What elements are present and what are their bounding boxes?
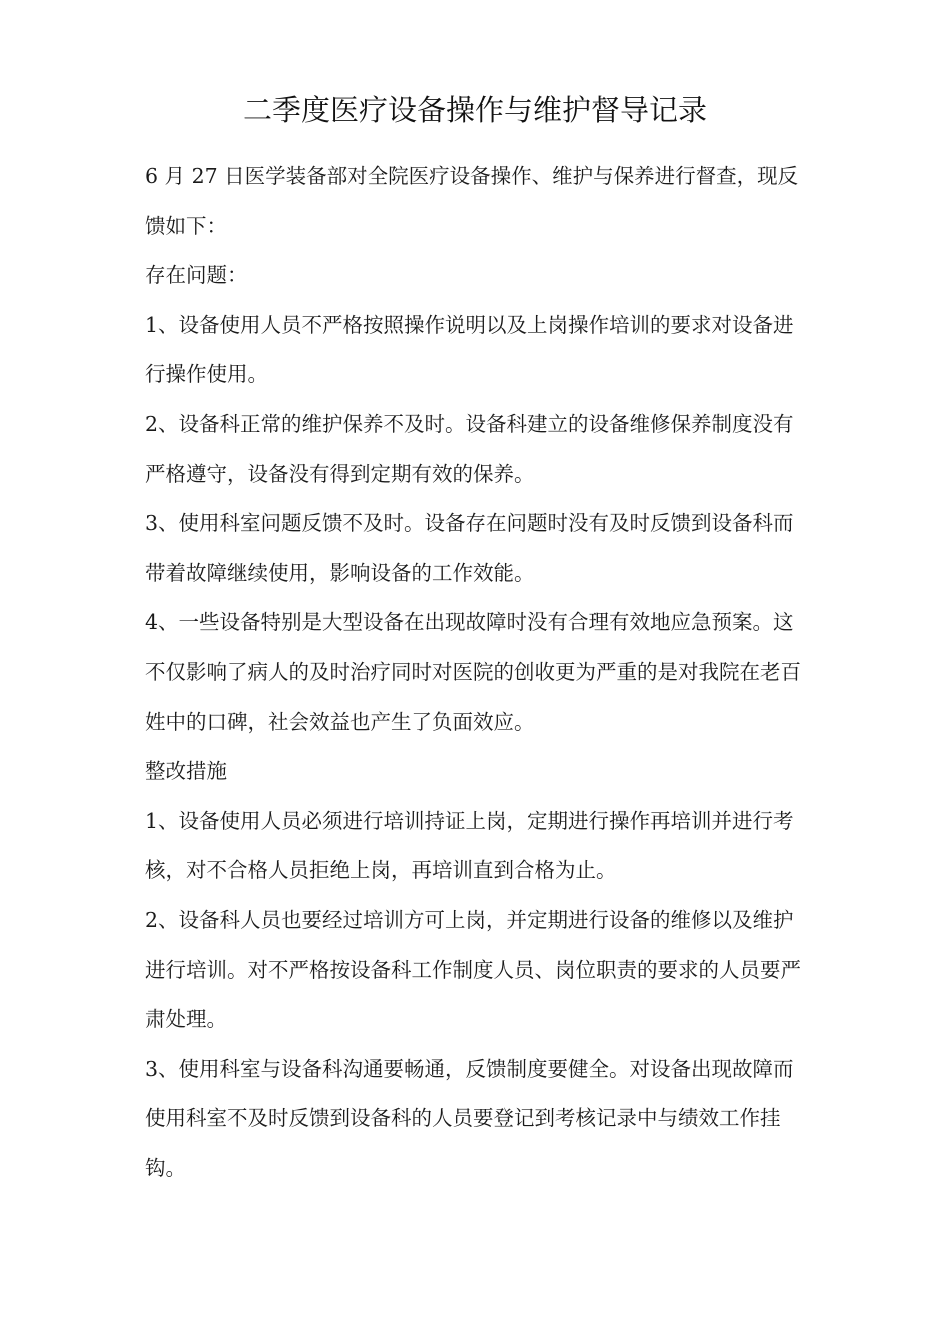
measure-item-2: 2、设备科人员也要经过培训方可上岗，并定期进行设备的维修以及维护进行培训。对不严格按设备科工作制度人员、岗位职责的要求的人员要严肃处理。 — [145, 907, 801, 1032]
measure-item-1: 1、设备使用人员必须进行培训持证上岗，定期进行操作再培训并进行考核，对不合格人员拒绝上岗，再培训直到合格为止。 — [145, 808, 794, 883]
measures-heading: 整改措施 — [145, 759, 227, 784]
problem-item-2: 2、设备科正常的维护保养不及时。设备科建立的设备维修保养制度没有严格遵守，设备没有得到定期有效的保养。 — [145, 411, 794, 486]
intro-paragraph: 6 月 27 日医学装备部对全院医疗设备操作、维护与保养进行督查，现反馈如下： — [145, 164, 799, 238]
document-body — [145, 152, 810, 1193]
document-title: 二季度医疗设备操作与维护督导记录 — [242, 93, 707, 127]
problems-heading: 存在问题： — [145, 263, 248, 288]
problem-item-4: 4、一些设备特别是大型设备在出现故障时没有合理有效地应急预案。这不仅影响了病人的及时治疗同时对医院的创收更为严重的是对我院在老百姓中的口碑，社会效益也产生了负面效应。 — [145, 610, 801, 734]
problem-item-1: 1、设备使用人员不严格按照操作说明以及上岗操作培训的要求对设备进行操作使用。 — [145, 312, 794, 387]
problem-item-3: 3、使用科室问题反馈不及时。设备存在问题时没有及时反馈到设备科而带着故障继续使用，影响设备的工作效能。 — [145, 511, 794, 585]
measure-item-3: 3、使用科室与设备科沟通要畅通，反馈制度要健全。对设备出现故障而使用科室不及时反馈到设备科的人员要登记到考核记录中与绩效工作挂钩。 — [145, 1056, 794, 1180]
